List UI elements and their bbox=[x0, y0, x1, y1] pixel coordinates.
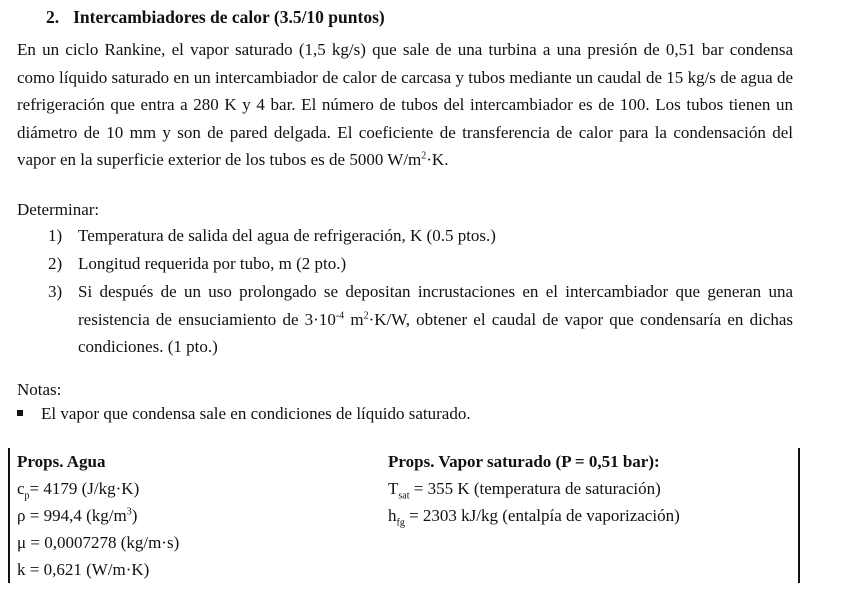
note-text: El vapor que condensa sale en condiciones de líquido saturado. bbox=[41, 404, 471, 423]
properties-box bbox=[8, 448, 800, 583]
rho-exponent: 3 bbox=[126, 506, 132, 518]
section-title bbox=[46, 7, 385, 28]
water-heading: Props. Agua bbox=[17, 452, 106, 471]
note-item bbox=[17, 402, 471, 426]
task-item-3 bbox=[48, 278, 793, 361]
section-title-text: Intercambiadores de calor (3.5/10 puntos) bbox=[73, 7, 385, 27]
mu-line: μ = 0,0007278 (kg/m·s) bbox=[17, 533, 180, 552]
statement-text: En un ciclo Rankine, el vapor saturado (1,5 kg/s) que sale de una turbina a una presión de 0,51 bar condensa como líquido saturado en un intercambiador de calor de carcasa y tubos mediante un caudal de 15 kg/s de agua de refrigeración que entra a 280 K y 4 bar. El número de tubos del intercambiador es de 100. Los tubos tienen un diámetro de 10 mm y son de pared delgada. El coeficiente de transferencia de calor para la condensación del vapor en la superficie exterior de los tubos es de 5000 W/m bbox=[17, 40, 793, 169]
k-line: k = 0,621 (W/m·K) bbox=[17, 560, 150, 579]
task-exponent: 2 bbox=[363, 309, 369, 321]
task-item-2 bbox=[48, 250, 793, 278]
problem-statement bbox=[17, 36, 793, 174]
task-text bbox=[78, 278, 793, 361]
tsat-subscript: sat bbox=[398, 490, 410, 502]
cp-symbol: c bbox=[17, 479, 25, 498]
hfg-subscript: fg bbox=[396, 517, 405, 529]
task-index: 3) bbox=[48, 282, 63, 301]
vapor-properties bbox=[388, 448, 680, 529]
rho-line bbox=[17, 502, 179, 529]
task-exponent: -4 bbox=[335, 309, 345, 321]
cp-line bbox=[17, 475, 179, 502]
task-text-part: m bbox=[344, 309, 364, 329]
vapor-heading: Props. Vapor saturado (P = 0,51 bar): bbox=[388, 452, 660, 471]
rho-value: ρ = 994,4 (kg/m bbox=[17, 506, 127, 525]
task-text: Longitud requerida por tubo, m (2 pto.) bbox=[78, 254, 347, 273]
tsat-value: = 355 K (temperatura de saturación) bbox=[409, 479, 661, 498]
rho-close: ) bbox=[131, 506, 138, 525]
determinar-label: Determinar: bbox=[17, 200, 100, 219]
cp-value: = 4179 (J/kg·K) bbox=[29, 479, 140, 498]
task-index: 2) bbox=[48, 254, 63, 273]
bullet-icon bbox=[17, 410, 23, 416]
section-number: 2. bbox=[46, 7, 60, 27]
hfg-value: = 2303 kJ/kg (entalpía de vaporización) bbox=[404, 506, 680, 525]
tsat-line bbox=[388, 475, 680, 502]
statement-unit-tail: ·K. bbox=[426, 150, 449, 169]
task-item-1 bbox=[48, 222, 793, 250]
task-text-part: Si después de un uso prolongado se depositan incrustaciones en el intercambiador que generan una resistencia de ensuciamiento de 3·10 bbox=[78, 282, 793, 329]
task-index: 1) bbox=[48, 226, 63, 245]
task-text-part: ·K/W, obtener el caudal de vapor que condensaría en dichas condiciones. (1 pto.) bbox=[78, 309, 793, 356]
statement-exponent: 2 bbox=[421, 150, 427, 162]
water-properties bbox=[17, 448, 179, 583]
cp-subscript: p bbox=[24, 490, 30, 502]
task-text: Temperatura de salida del agua de refrigeración, K (0.5 ptos.) bbox=[78, 226, 496, 245]
notas-label: Notas: bbox=[17, 380, 62, 399]
hfg-line bbox=[388, 502, 680, 529]
tsat-symbol: T bbox=[388, 479, 399, 498]
hfg-symbol: h bbox=[388, 506, 397, 525]
